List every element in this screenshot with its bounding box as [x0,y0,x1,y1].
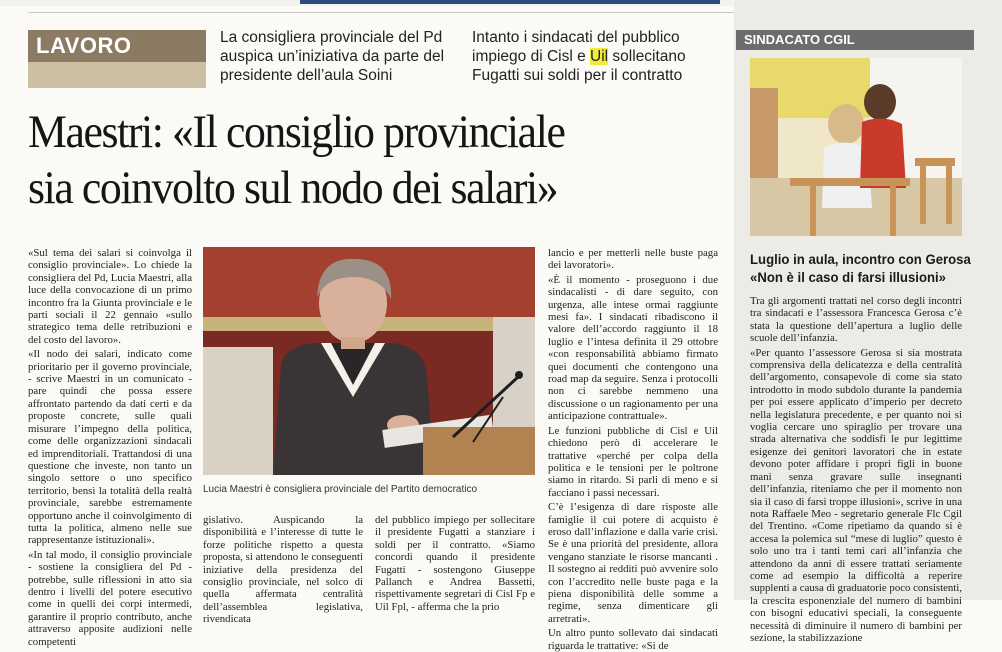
sidebar-headline-line-1: Luglio in aula, incontro con Gerosa [750,251,971,267]
paragraph: C’è l’esigenza di dare risposte alle famiglie il cui potere di acquisto è eroso dall’inflazione e dalla varie crisi. Se è una priorità del presidente, allora vengano stanziate le risorse mancanti . Il sostegno ai redditi può avvenire solo con l’accredito nelle buste paga e la piena disponibilità delle somme a regime, senza dimenticare gli arretrati». [548,501,718,625]
section-label-underlay [28,62,206,88]
sidebar-section-label: SINDACATO CGIL [736,30,974,50]
paragraph: «In tal modo, il consiglio provinciale - sostiene la consigliera del Pd - potrebbe, sulle riflessioni in atto sia dentro i livelli del potere esecutivo come in quelli dei corpi intermedi, garantire il proprio contributo, anche attraverso apposite audizioni nelle competenti [28,548,192,648]
paragraph: Tra gli argomenti trattati nel corso degli incontri tra sindacati e l’assessora Francesca Gerosa c’è stata la questione dell’apertura a luglio delle scuole dell’infanzia. [750,295,962,345]
top-accent-bar [300,0,720,4]
paragraph: Le funzioni pubbliche di Cisl e Uil chiedono però di accelerare le trattative «perché per colpa della politica e le tensioni per le poltrone siamo in ritardo. Si parli di meno e si facciano i passi necessari. [548,424,718,499]
sidebar-headline [750,250,971,286]
paragraph: «È il momento - proseguono i due sindacalisti - di dare seguito, con urgenza, alle intese ormai raggiunte mesi fa». I sindacati ribadiscono il valore dell’accordo raggiunto il 18 luglio e l’intesa definita il 29 ottobre «con responsabilità abbiamo firmato quei documenti che contengono una road map da seguire. Senza i protocolli non ci sarebbe nemmeno una discussione o un ragionamento per una anticipazione contrattuale». [548,273,718,423]
sidebar-article [750,295,962,644]
paragraph: del pubblico impiego per sollecitare il presidente Fugatti a stanziare i soldi per il contratto. «Siamo concordi quando il presidente Fugatti - sostengono Giuseppe Pallanch e Andrea Bassetti, rispettivamente segretari di Cisl Fp e Uil Fpl, - afferma che la prio [375,514,535,613]
photo-caption: Lucia Maestri è consigliera provinciale del Partito democratico [203,484,478,495]
kicker-left: La consigliera provinciale del Pd auspica un’iniziativa da parte del presidente dell’aula Soini [220,29,445,84]
article-photo [203,247,535,475]
article-column-3 [375,514,535,613]
children-classroom-illustration [750,58,962,236]
kicker-highlight: Uil [590,48,609,65]
paragraph: «Per quanto l’assessore Gerosa si sia mostrata comprensiva della delicatezza e della centralità dell’argomento, consapevole di come sia stato introdotto in modo subdolo durante la pandemia per poi essere applicato d’imperio per decreto nella legislatura precedente, e per quanto noi si voglia cercare uno spiraglio per trovare una strada alternativa che soddisfi le pur legittime esigenze dei genitori lavoratori che in estate devono poter affidare i propri figli in buone mani senza gravare sulle insegnanti dell’infanzia, riteniamo che per il momento non sia il caso di farsi troppe illusioni», scrive in una nota Raffaele Meo - segretario generale Flc Cgil del Trentino. «Come ripetiamo da quando si è accesa la polemica sul “mese di luglio” questo è solo uno tra i tanti temi cari all’infanzia che attendono da anni di essere trattati seriamente come ad esempio la difficoltà a reperire supplenti a causa di graduatorie poco consistenti, la crescita esponenziale del numero di bambini con bisogni educativi speciali, la conseguente necessità di diminuire il numero di bambini per sezione, la stabilizzazione [750,346,962,644]
paragraph: Un altro punto sollevato dai sindacati riguarda le trattative: «Si de [548,627,718,652]
kicker-right-text-end: sollecitano Fugatti sui soldi per il contratto [472,48,686,84]
paragraph: «Il nodo dei salari, indicato come prioritario per il governo provinciale, - scrive Maestri in un comunicato - pare quindi che possa essere affrontato partendo da dati certi e da proposte concrete, sulle quali misurare l’impegno della politica, come delle organizzazioni sindacali ed imprenditoriali. Trattandosi di una questione che investe, non tanto un singolo settore o uno specifico territorio, bensì la totalità della realtà provinciale, sarebbe estremamente opportuno anche il coinvolgimento di tutta la politica, almeno nelle sue rappresentanze istituzionali». [28,348,192,547]
kicker-right-text: Intanto i sindacati del pubblico impiego di Cisl e [472,29,680,65]
headline [28,104,670,216]
paragraph: «Sul tema dei salari si coinvolga il consiglio provinciale». Lo chiede la consigliera del Pd, Lucia Maestri, alla luce della convocazione di un primo incontro fra la Giunta provinciale e le parti sociali il 22 gennaio «sullo strategico tema delle retribuzioni e del costo del lavoro». [28,247,192,346]
article-column-4 [548,247,718,652]
kicker-right [472,28,722,85]
sidebar-photo [750,58,962,236]
portrait-illustration [203,247,535,475]
article-column-1 [28,247,192,648]
paragraph: gislativo. Auspicando la disponibilità e l’interesse di tutte le forze politiche rispetto a questa proposta, si attendono le conseguenti iniziative della presidenza del consiglio provinciale, nel solco di quella affermata centralità dell’assemblea legislativa, rivendicata [203,514,363,626]
headline-line-1: Maestri: «Il consiglio provinciale [28,106,565,158]
headline-line-2: sia coinvolto sul nodo dei salari» [28,162,558,214]
paragraph: lancio e per metterli nelle buste paga dei lavoratori». [548,247,718,272]
sidebar-headline-line-2: «Non è il caso di farsi illusioni» [750,269,947,285]
article-column-2 [203,514,363,626]
section-label: LAVORO [28,30,206,62]
